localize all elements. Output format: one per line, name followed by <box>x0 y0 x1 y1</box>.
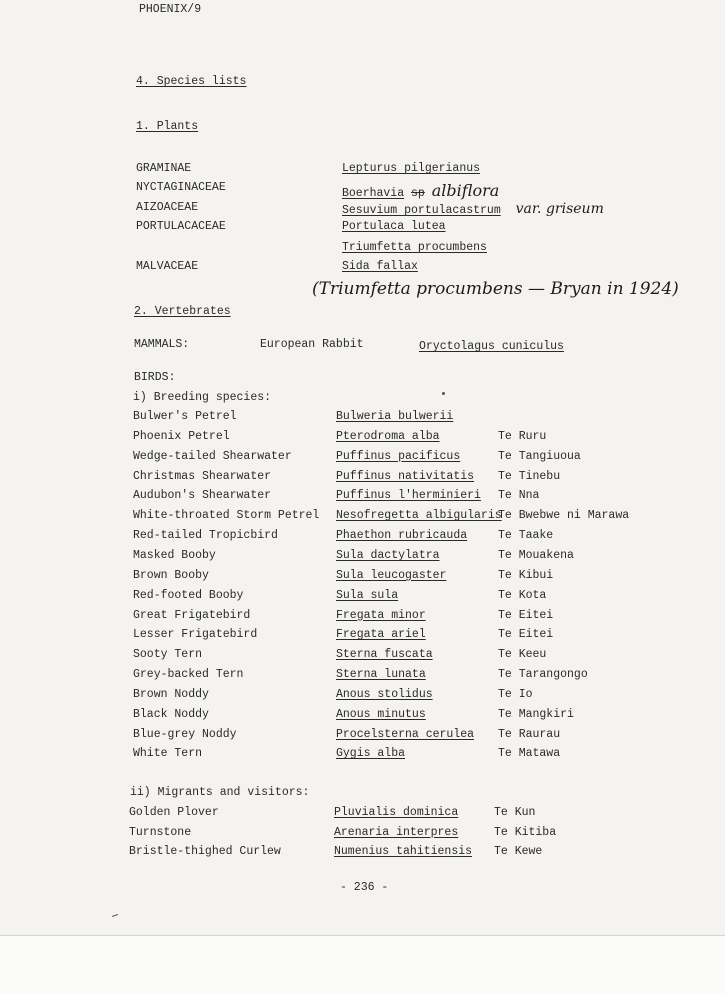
mammal-common-name: European Rabbit <box>260 338 364 351</box>
bird-common-name: White Tern <box>133 747 203 761</box>
bird-common-name: Black Noddy <box>133 707 209 721</box>
bird-local-name: Te Tinebu <box>498 469 561 483</box>
underlying-page-edge <box>0 935 725 994</box>
plant-family: MALVACEAE <box>136 260 199 273</box>
bird-common-name: Audubon's Shearwater <box>133 489 272 503</box>
bird-latin-name: Sula sula <box>336 588 399 602</box>
bird-latin-name: Fregata minor <box>336 608 426 622</box>
bird-local-name: Te Kun <box>494 806 536 819</box>
running-header: PHOENIX/9 <box>139 3 202 16</box>
bird-latin-name: Procelsterna cerulea <box>336 727 475 741</box>
bird-local-name: Te Mouakena <box>498 548 574 562</box>
bird-common-name: Golden Plover <box>129 806 219 819</box>
bird-common-name: Red-tailed Tropicbird <box>133 529 278 543</box>
bird-latin-name: Sula dactylatra <box>336 548 440 562</box>
plant-family: PORTULACACEAE <box>136 220 226 233</box>
scan-speck <box>442 392 445 395</box>
bird-common-name: Turnstone <box>129 825 192 839</box>
bird-local-name: Te Kibui <box>498 568 554 582</box>
birds-label: BIRDS: <box>134 371 176 384</box>
bird-latin-name: Arenaria interpres <box>334 825 459 839</box>
bird-common-name: Brown Noddy <box>133 687 209 701</box>
bird-latin-name: Puffinus l'herminieri <box>336 489 481 503</box>
mammals-label: MAMMALS: <box>134 338 190 351</box>
bird-common-name: Brown Booby <box>133 568 209 582</box>
bird-local-name: Te Eitei <box>498 608 554 622</box>
bird-latin-name: Gygis alba <box>336 747 406 761</box>
bird-common-name: Blue-grey Noddy <box>133 727 237 741</box>
handwritten-annotation: (Triumfetta procumbens — Bryan in 1924) <box>312 279 679 299</box>
bird-latin-name: Sula leucogaster <box>336 568 447 582</box>
bird-common-name: White-throated Storm Petrel <box>133 509 320 523</box>
plant-species-row <box>342 201 604 217</box>
bird-local-name: Te Mangkiri <box>498 707 574 721</box>
vertebrates-heading: 2. Vertebrates <box>134 305 231 318</box>
bird-latin-name: Pterodroma alba <box>336 429 440 443</box>
bird-common-name: Grey-backed Tern <box>133 668 244 682</box>
bird-common-name: Sooty Tern <box>133 648 203 662</box>
plant-species: Boerhavia <box>342 187 405 200</box>
bird-local-name: Te Kewe <box>494 845 543 858</box>
bird-local-name: Te Bwebwe ni Marawa <box>498 509 630 523</box>
handwritten-note: var. griseum <box>515 201 604 217</box>
plant-species: Sesuvium portulacastrum <box>342 204 501 217</box>
bird-common-name: Bulwer's Petrel <box>133 410 237 423</box>
bird-local-name: Te Eitei <box>498 628 554 642</box>
migrants-heading: ii) Migrants and visitors: <box>130 786 310 799</box>
bird-local-name: Te Raurau <box>498 727 561 741</box>
plant-species: Sida fallax <box>342 260 418 273</box>
scan-speck <box>112 914 118 917</box>
bird-local-name: Te Tangiuoua <box>498 449 581 463</box>
plant-species: Triumfetta procumbens <box>342 241 487 254</box>
bird-common-name: Great Frigatebird <box>133 608 251 622</box>
plant-species: Lepturus pilgerianus <box>342 162 481 175</box>
bird-common-name: Red-footed Booby <box>133 588 244 602</box>
bird-common-name: Christmas Shearwater <box>133 469 272 483</box>
bird-latin-name: Sterna lunata <box>336 668 426 682</box>
bird-latin-name: Phaethon rubricauda <box>336 529 468 543</box>
plant-family: AIZOACEAE <box>136 201 199 214</box>
bird-latin-name: Anous stolidus <box>336 687 433 701</box>
bird-common-name: Masked Booby <box>133 548 216 562</box>
plant-species-row <box>342 181 499 200</box>
plant-species: Portulaca lutea <box>342 220 446 233</box>
bird-common-name: Lesser Frigatebird <box>133 628 258 642</box>
mammal-latin-name: Oryctolagus cuniculus <box>419 340 564 353</box>
bird-latin-name: Numenius tahitiensis <box>334 845 473 858</box>
section-title: 4. Species lists <box>136 75 247 88</box>
page-number: - 236 - <box>340 881 389 894</box>
breeding-heading: i) Breeding species: <box>133 391 272 404</box>
bird-local-name: Te Ruru <box>498 429 547 443</box>
plant-family: GRAMINAE <box>136 162 192 175</box>
bird-local-name: Te Matawa <box>498 747 561 761</box>
bird-local-name: Te Tarangongo <box>498 668 588 682</box>
bird-common-name: Wedge-tailed Shearwater <box>133 449 292 463</box>
bird-latin-name: Puffinus pacificus <box>336 449 461 463</box>
struck-text: sp <box>411 187 425 200</box>
bird-latin-name: Nesofregetta albigularis <box>336 509 502 523</box>
bird-common-name: Bristle-thighed Curlew <box>129 845 281 858</box>
bird-latin-name: Pluvialis dominica <box>334 806 459 819</box>
bird-latin-name: Puffinus nativitatis <box>336 469 475 483</box>
bird-local-name: Te Kota <box>498 588 547 602</box>
plant-family: NYCTAGINACEAE <box>136 181 226 194</box>
bird-latin-name: Bulweria bulwerii <box>336 410 454 423</box>
bird-common-name: Phoenix Petrel <box>133 429 230 443</box>
bird-local-name: Te Kitiba <box>494 825 557 839</box>
bird-local-name: Te Taake <box>498 529 554 543</box>
bird-latin-name: Sterna fuscata <box>336 648 433 662</box>
bird-local-name: Te Keeu <box>498 648 547 662</box>
bird-latin-name: Fregata ariel <box>336 628 426 642</box>
bird-local-name: Te Nna <box>498 489 540 503</box>
bird-latin-name: Anous minutus <box>336 707 426 721</box>
bird-local-name: Te Io <box>498 687 533 701</box>
handwritten-note: albiflora <box>431 181 500 200</box>
plants-heading: 1. Plants <box>136 120 199 133</box>
